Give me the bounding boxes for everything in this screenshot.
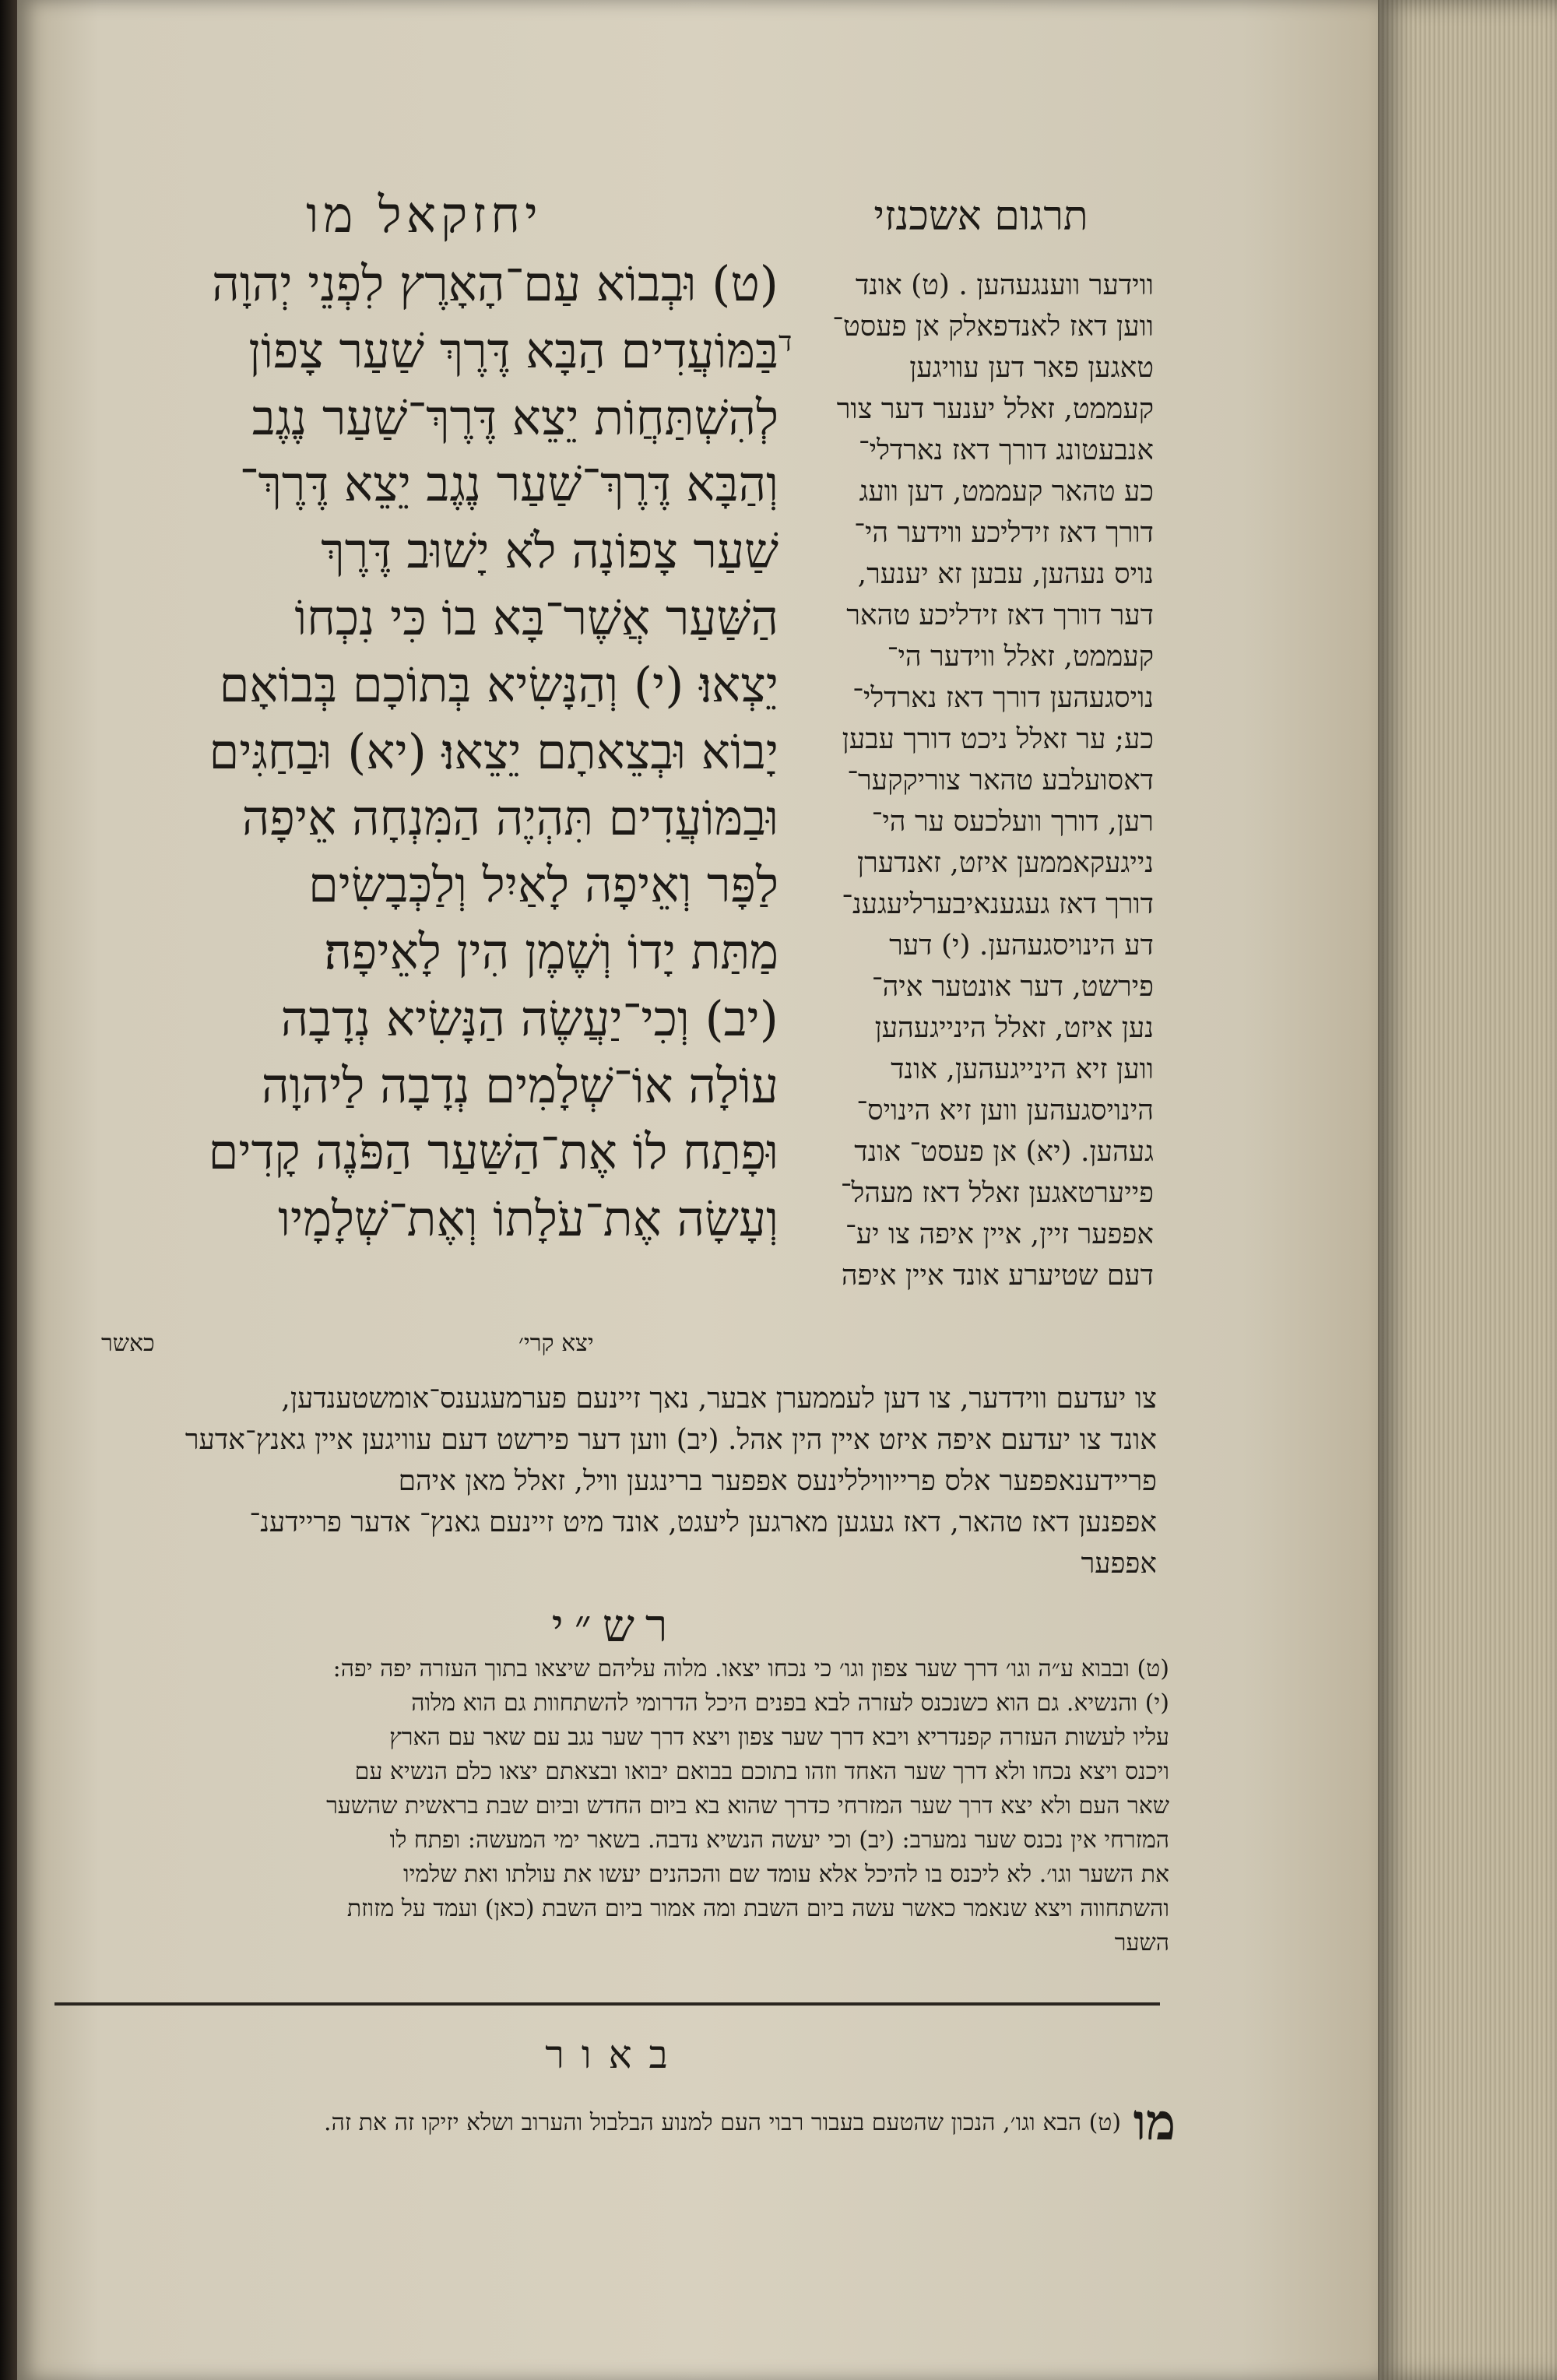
targum-line: נויסגעהען דורך דאז נארדלי־ bbox=[852, 682, 1154, 714]
scripture-line: עוֹלָה אוֹ־שְׁלָמִים נְדָבָה לַיהוָה bbox=[261, 1056, 778, 1114]
scripture-line: וּפָתַח לוֹ אֶת־הַשַּׁעַר הַפֹּנֶה קָדִים bbox=[208, 1123, 778, 1181]
rashi-line: את השער וגו׳. לא ליכנס בו להיכל אלא עומד שם והכהנים יעשו את עולתו ואת שלמיו bbox=[402, 1861, 1169, 1888]
scripture-line: מַתַּת יָדוֹ וְשֶׁמֶן הִין לָאֵיפָה׃ bbox=[324, 923, 778, 980]
scripture-line: (ט) וּבְבוֹא עַם־הָאָרֶץ לִפְנֵי יְהוָה bbox=[212, 255, 778, 312]
scripture-line: וְעָשָׂה אֶת־עֹלָתוֹ וְאֶת־שְׁלָמָיו bbox=[278, 1190, 778, 1248]
targum-line: געהען. (יא) אן פעסט־ אונד bbox=[854, 1136, 1154, 1168]
section-divider bbox=[54, 2002, 1160, 2006]
targum-continuation bbox=[44, 1378, 1157, 1604]
scripture-line: הַשַּׁעַר אֲשֶׁר־בָּא בוֹ כִּי נִכְחוֹ bbox=[294, 589, 778, 646]
targum-line: דאסועלבע טהאר צוריקקער־ bbox=[847, 765, 1154, 796]
targum-line: כע טהאר קעממט, דען וועג bbox=[859, 476, 1154, 508]
targum-line: טאגען פאר דען עוויגען bbox=[909, 352, 1154, 384]
chapter-letter: מו bbox=[1133, 2102, 1176, 2149]
targum-line: ווען זיא הינייגעהען, אונד bbox=[891, 1053, 1154, 1085]
targum-line: אנבעטונג דורך דאז נארדלי־ bbox=[858, 434, 1154, 466]
targum-line: קעממט, זאלל יענער דער צור bbox=[836, 393, 1154, 425]
scripture-line: (יב) וְכִי־יַעֲשֶׂה הַנָּשִׂיא נְדָבָה bbox=[280, 990, 778, 1047]
targum-line: דורך דאז געגענאיבערליעגענ־ bbox=[842, 888, 1154, 920]
biur-text: (ט) הבא וגו׳, הנכון שהטעם בעבור רבוי העם למנוע הבלבול והערוב ושלא יזיקו זה את זה. bbox=[324, 2109, 1122, 2136]
scripture-line: שַׁעַר צָפוֹנָה לֹא יָשׁוּב דֶּרֶךְ bbox=[321, 522, 778, 580]
rashi-commentary bbox=[31, 1652, 1169, 1987]
continuation-line: אונד צו יעדעם איפה איזט איין הין אהל. (יב) ווען דער פירשט דעם עוויגען איין גאנץ־אדער bbox=[185, 1424, 1157, 1456]
targum-line: קעממט, זאלל ווידער הי־ bbox=[887, 641, 1154, 673]
rashi-line: שאר העם ולא יצא דרך שער המזרחי כדרך שהוא בא ביום החדש וביום שבת בראשית שהשער bbox=[326, 1792, 1169, 1819]
scripture-line: לַפָּר וְאֵיפָה לָאַיִל וְלַכְּבָשִׂים bbox=[308, 856, 778, 914]
rashi-line: (י) והנשיא. גם הוא כשנכנס לעזרה לבא בפנים היכל הדרומי להשתחוות גם הוא מלוה bbox=[411, 1689, 1169, 1717]
targum-line: ווען דאז לאנדפאלק אן פעסט־ bbox=[832, 311, 1154, 343]
scripture-line: יֵצְאוּ׃ (י) וְהַנָּשִׂיא בְּתוֹכָם בְּבוֹאָם bbox=[219, 656, 778, 713]
scripture-line: וְהַבָּא דֶּרֶךְ־שַׁעַר נֶגֶב יֵצֵא דֶּרֶךְ־ bbox=[239, 455, 778, 513]
scripture-line: וּבַמּוֹעֲדִים תִּהְיֶה הַמִּנְחָה אֵיפָה bbox=[241, 789, 778, 847]
rashi-line: השער bbox=[1114, 1929, 1169, 1956]
rashi-line: והשתחווה ויצא שנאמר כאשר עשה ביום השבת ומה אמור ביום השבת (כאן) ועמד על מזוזת bbox=[346, 1895, 1169, 1922]
rashi-heading: רש״י bbox=[551, 1599, 679, 1652]
page-fore-edge bbox=[1378, 0, 1557, 2380]
biur-heading: באור bbox=[545, 2032, 685, 2077]
scripture-line: יָבוֹא וּבְצֵאתָם יֵצֵאוּ׃ (יא) וּבַחַגִּים bbox=[209, 722, 778, 780]
targum-line: אפפער זיין, איין איפה צו יע־ bbox=[845, 1218, 1154, 1250]
rashi-line: (ט) ובבוא ע״ה וגו׳ דרך שער צפון וגו׳ כי נכחו יצאו. מלוה עליהם שיצאו בתוך העזרה יפה יפה: bbox=[332, 1655, 1169, 1682]
running-header-targum: תרגום אשכנזי bbox=[873, 193, 1088, 240]
running-header-book-chapter: יחזקאל מו bbox=[306, 187, 543, 244]
targum-line: רען, דורך וועלכעס ער הי־ bbox=[871, 806, 1154, 838]
targum-line: ווידער ווענגעהען . (ט) אונד bbox=[855, 269, 1154, 301]
targum-line: פירשט, דער אונטער איה־ bbox=[871, 971, 1154, 1003]
targum-line: דער דורך דאז זידליכע טהאר bbox=[846, 599, 1154, 631]
book-spine-edge bbox=[0, 0, 17, 2380]
targum-line: נען איזט, זאלל הינייגעהען bbox=[874, 1012, 1154, 1044]
rashi-line: ויכנס ויצא נכחו ולא דרך שער האחד וזהו בתוכם בבואם יבואו ובצאתם יצאו כלם הנשיא עם bbox=[354, 1758, 1169, 1785]
scripture-line: לְהִשְׁתַּחֲוֹת יֵצֵא דֶּרֶךְ־שַׁעַר נֶגֶב bbox=[251, 388, 778, 446]
biur-commentary bbox=[31, 2102, 1176, 2149]
targum-line: פייערטאגען זאלל דאז מעהל־ bbox=[840, 1177, 1154, 1209]
scripture-column bbox=[44, 251, 778, 1333]
targum-line: דורך דאז זידליכע ווידער הי־ bbox=[854, 517, 1154, 549]
scripture-line: בַּמּוֹעֲדִים הַבָּא דֶּרֶךְ שַׁעַר צָפוֹן bbox=[248, 322, 778, 379]
continuation-line: פריידענאפפער אלס פרייוויללינעס אפפער ברינגען וויל, זאלל מאן איהם bbox=[398, 1465, 1157, 1497]
targum-line: דעם שטיערע אונד איין איפה bbox=[841, 1260, 1154, 1292]
continuation-line: אפפער bbox=[1081, 1548, 1157, 1580]
continuation-line: אפפנען דאז טהאר, דאז געגען מארגען ליעגט, אונד מיט זיינעם גאנץ־ אדער פריידענ־ bbox=[249, 1506, 1157, 1538]
catchword: כאשר bbox=[101, 1330, 155, 1357]
targum-line: כע; ער זאלל ניכט דורך עבען bbox=[842, 723, 1154, 755]
targum-line: דע הינויסגעהען. (י) דער bbox=[889, 930, 1154, 961]
rashi-line: עליו לעשות העזרה קפנדריא ויבא דרך שער צפון ויצא דרך שער נגב עם שאר עם הארץ bbox=[389, 1724, 1169, 1751]
continuation-line: צו יעדעם ווידדער, צו דען לעממערן אבער, נאך זיינעם פערמעגענס־אומשטענדען, bbox=[281, 1383, 1157, 1415]
qere-note: יצא קרי׳ bbox=[518, 1330, 594, 1357]
targum-line: הינויסגעהען ווען זיא הינויס־ bbox=[856, 1095, 1154, 1127]
targum-line: נייגעקאממען איזט, זאנדערן bbox=[857, 847, 1154, 879]
targum-line: נויס נעהען, עבען זא יענער, bbox=[857, 558, 1154, 590]
footnote-marker: ד bbox=[778, 326, 793, 358]
rashi-line: המזרחי אין נכנס שער נמערב: (יב) וכי יעשה הנשיא נדבה. בשאר ימי המעשה: ופתח לו bbox=[389, 1826, 1169, 1854]
targum-column bbox=[802, 265, 1154, 1378]
